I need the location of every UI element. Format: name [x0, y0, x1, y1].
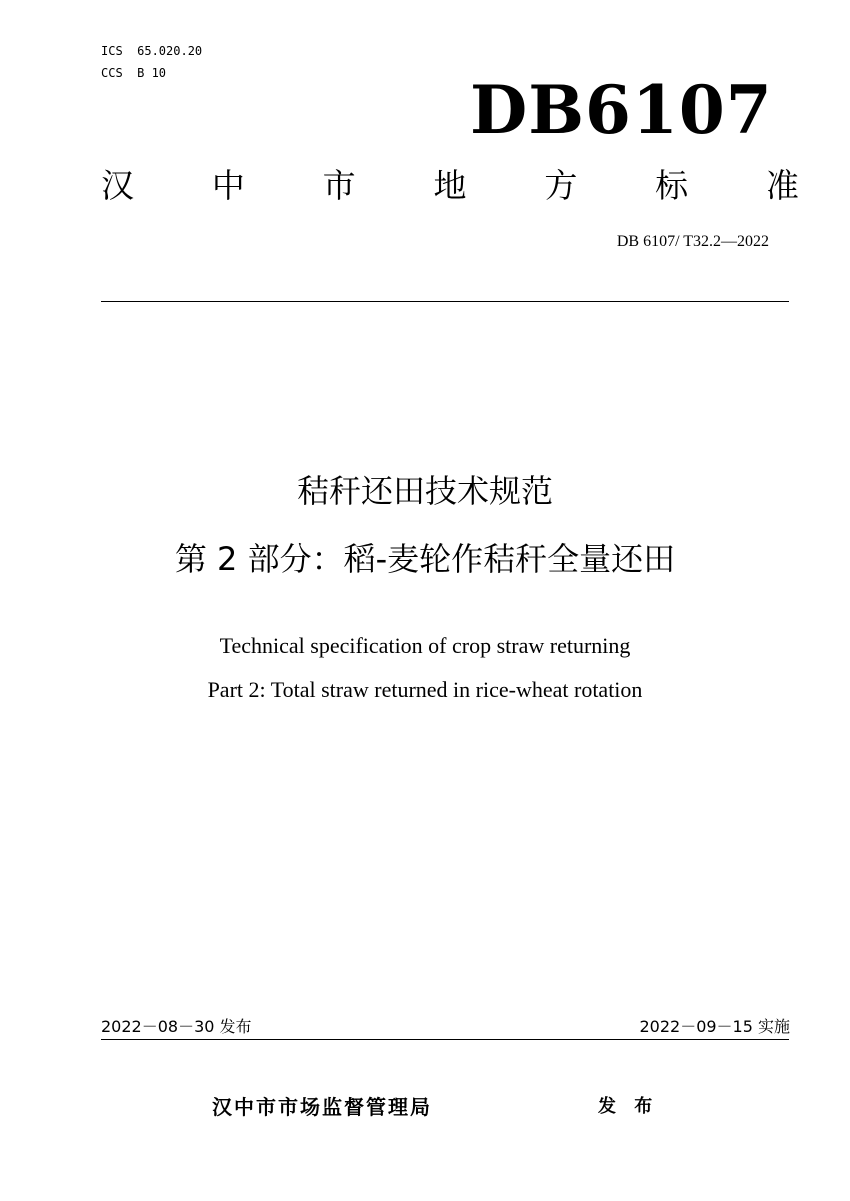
local-standard-char: 标 — [655, 166, 689, 205]
local-standard-char: 方 — [544, 166, 578, 205]
local-standard-char: 准 — [765, 166, 799, 205]
footer-divider — [101, 1039, 789, 1040]
issue-date: 2022－08－30 发布 — [101, 1017, 252, 1036]
implementation-date: 2022－09－15 实施 — [639, 1017, 790, 1036]
english-title-part: Part 2: Total straw returned in rice-wheat rotation — [207, 677, 643, 702]
english-title-main: Technical specification of crop straw returning — [219, 633, 631, 658]
local-standard-char: 地 — [433, 166, 467, 205]
chinese-title-part: 第 2 部分：稻-麦轮作秸秆全量还田 — [174, 540, 676, 578]
header-divider — [101, 301, 789, 302]
local-standard-char: 市 — [322, 166, 356, 205]
issue-label: 发 布 — [598, 1096, 659, 1117]
local-standard-char: 中 — [211, 166, 245, 205]
ccs-code: CCS B 10 — [101, 66, 167, 80]
ics-code: ICS 65.020.20 — [101, 44, 203, 58]
standard-number: DB 6107/ T32.2—2022 — [616, 233, 769, 250]
local-standard-char: 汉 — [101, 166, 134, 205]
issuing-authority: 汉中市市场监督管理局 — [212, 1095, 432, 1119]
local-standard-title — [101, 164, 799, 208]
chinese-title-main: 秸秆还田技术规范 — [296, 472, 553, 510]
standard-code-heading: DB6107 — [470, 71, 773, 149]
